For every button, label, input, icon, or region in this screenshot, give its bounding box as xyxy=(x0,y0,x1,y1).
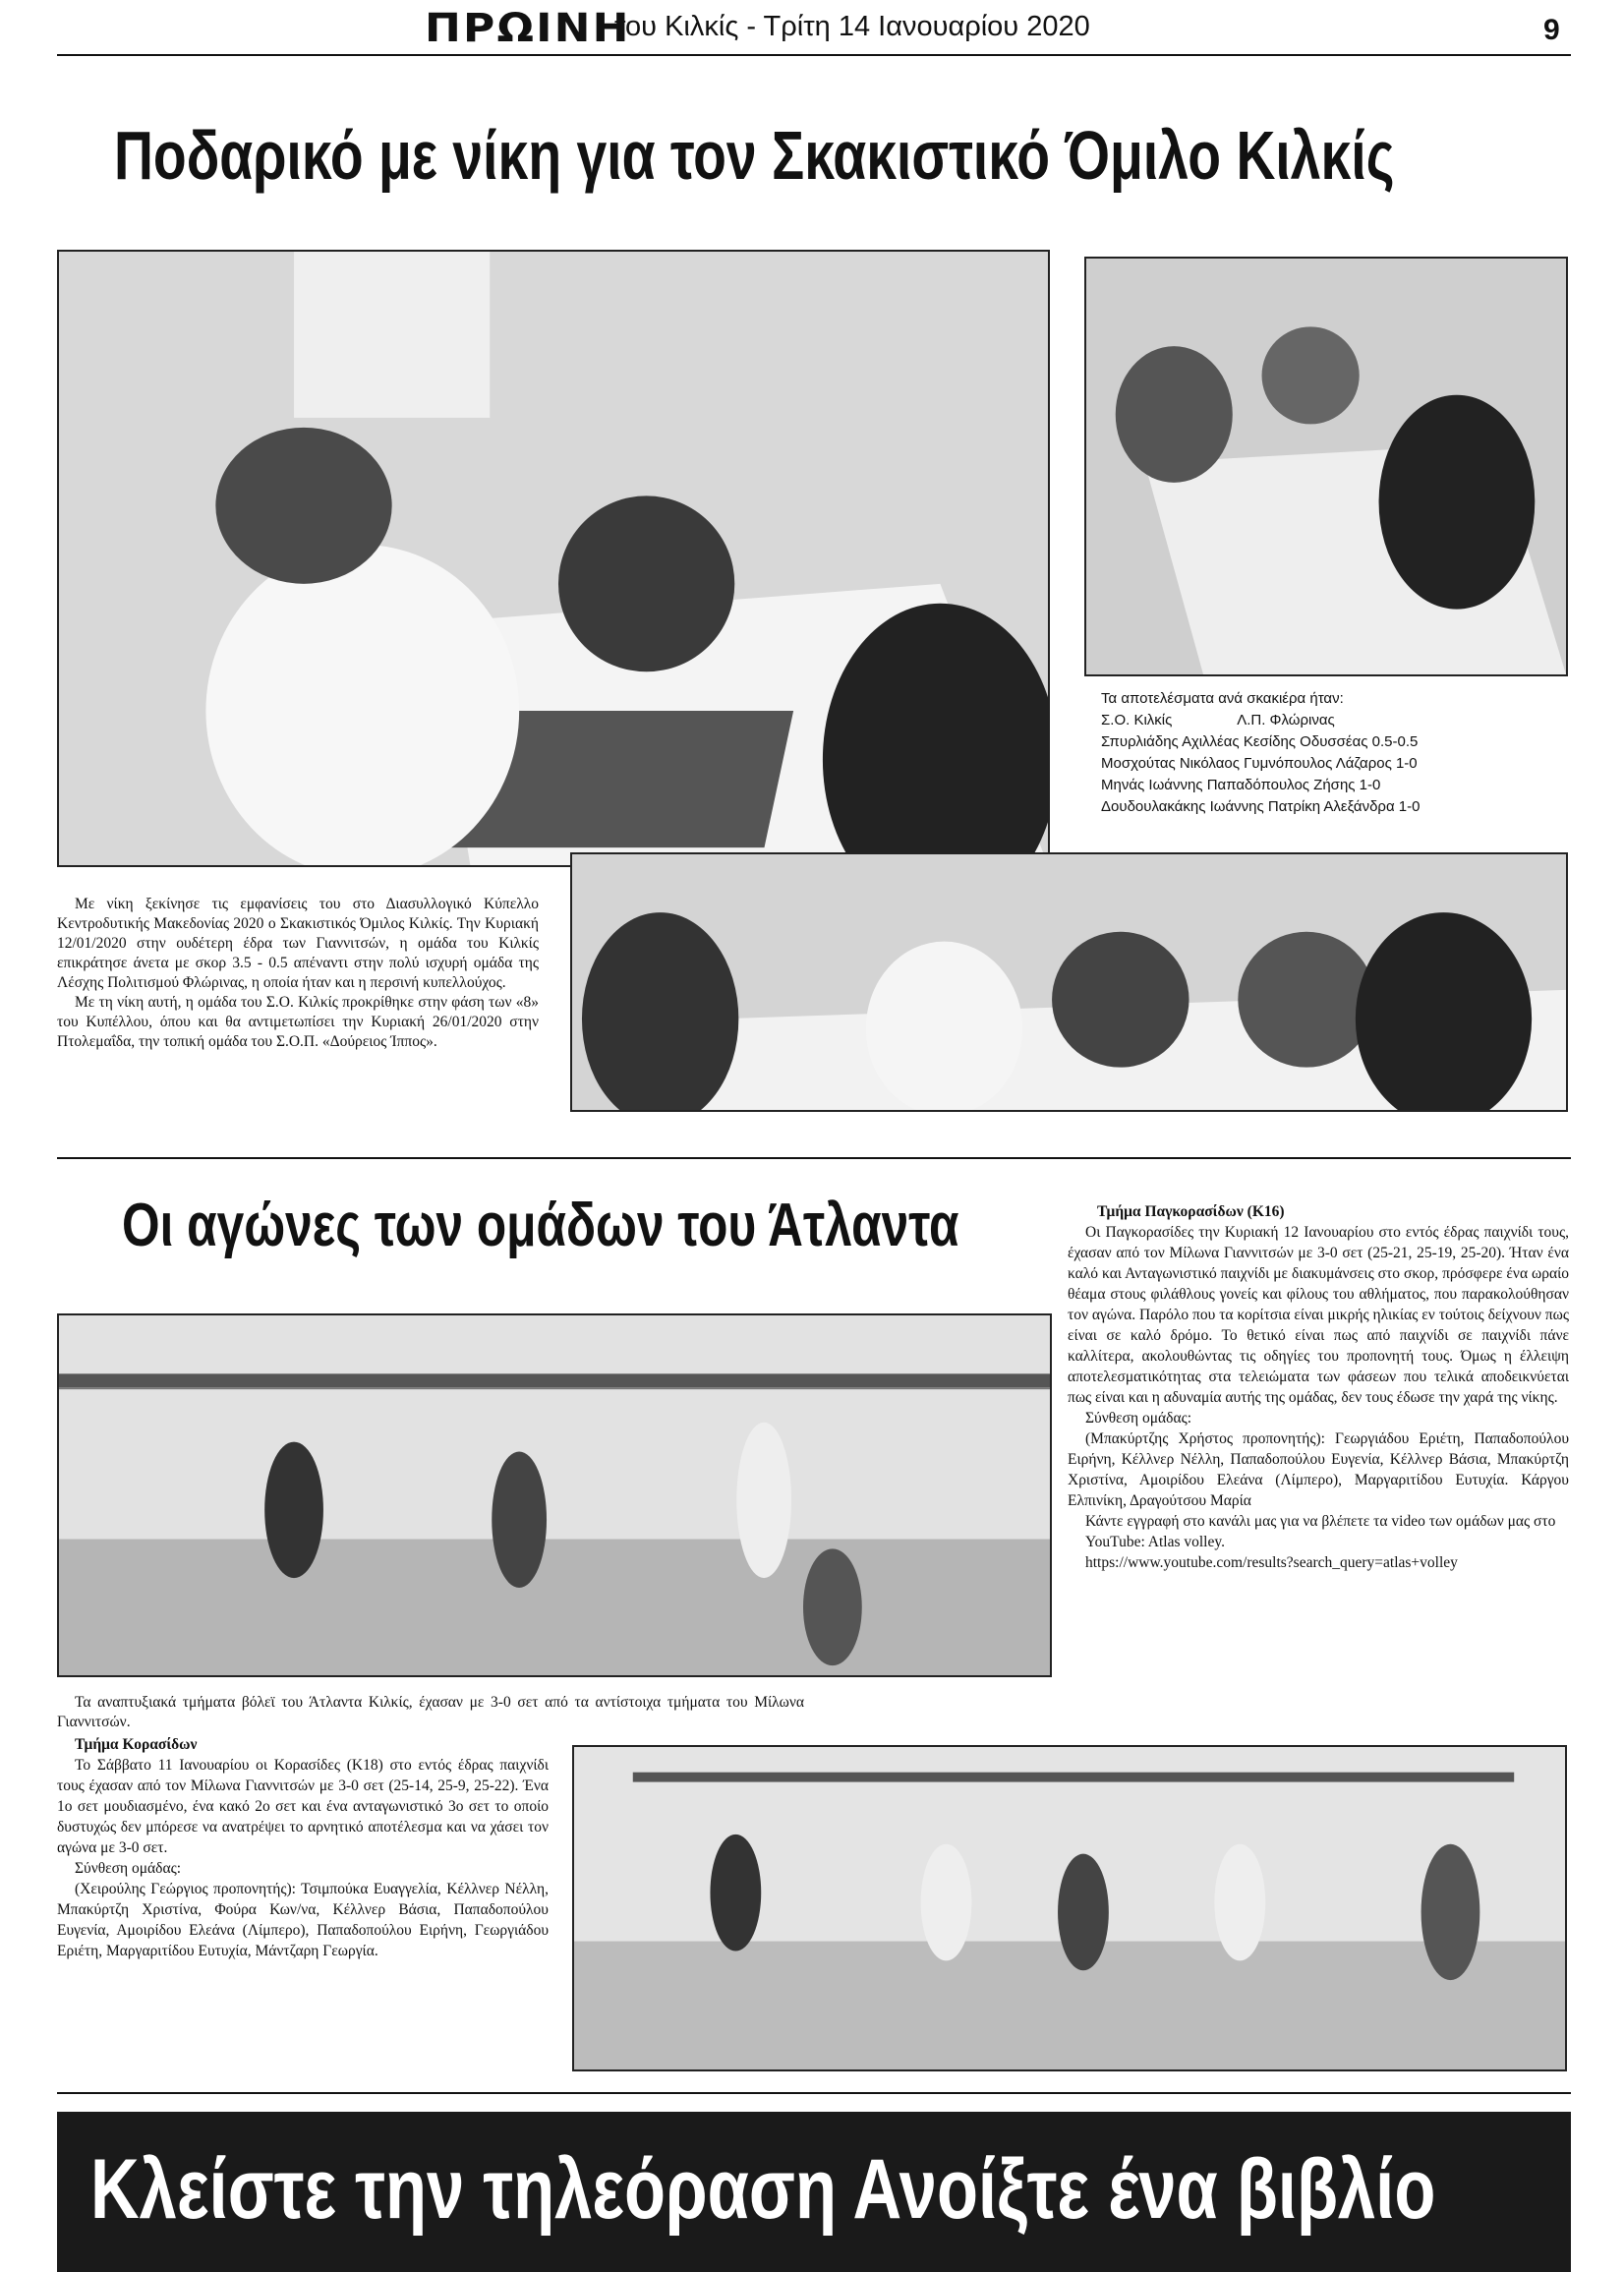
girls-body: Το Σάββατο 11 Ιανουαρίου οι Κορασίδες (Κ18) στο εντός έδρας παιχνίδι τους έχασαν από τον Μίλωνα Γιαννιτσών με 3-0 σετ (25-14, 25-9, 25-22). Ένα 1ο σετ μουδιασμένο, ένα κακό 2ο σετ και ένα ανταγωνιστικό 3ο σετ το οποίο δυστυχώς δεν μπόρεσε να ανατρέψει το αρνητικό αποτέλεσμα και να χάσει τον αγώνα με 3-0 σετ. xyxy=(57,1757,549,1856)
results-line: Δουδουλακάκης Ιωάννης Πατρίκη Αλεξάνδρα 1-0 xyxy=(1101,798,1421,815)
girls-section-title: Τμήμα Κορασίδων xyxy=(75,1736,198,1753)
section-divider xyxy=(57,1157,1571,1159)
section-divider xyxy=(57,2092,1571,2094)
page-number: 9 xyxy=(1543,14,1560,46)
chess-paragraph: Με νίκη ξεκίνησε τις εμφανίσεις του στο Διασυλλογικό Κύπελλο Κεντροδυτικής Μακεδονίας 2020 ο Σκακιστικός Όμιλος Κιλκίς. Την Κυριακή 12/01/2020 στην ουδέτερη έδρα των Γιαννιτσών, η ομάδα του Κιλκίς επικράτησε άνετα με σκορ 3.5 - 0.5 απέναντι στην πολύ ισχυρή ομάδα της Λέσχης Πολιτισμού Φλώρινας, η οποία ήταν και η περσινή κυπελλούχος. xyxy=(57,896,539,991)
youth-section-title: Τμήμα Παγκορασίδων (Κ16) xyxy=(1097,1203,1285,1220)
volley-youth-column xyxy=(1068,1201,1569,1573)
youtube-link[interactable]: https://www.youtube.com/results?search_query=atlas+volley xyxy=(1085,1554,1458,1571)
chess-results xyxy=(1101,688,1573,818)
results-header: Σ.Ο. Κιλκίς Λ.Π. Φλώρινας xyxy=(1101,712,1335,728)
volley-girls-column xyxy=(57,1734,549,1961)
volley-intro xyxy=(57,1693,804,1732)
youth-roster-label: Σύνθεση ομάδας: xyxy=(1085,1410,1192,1427)
youth-roster: (Μπακύρτζης Χρήστος προπονητής): Γεωργιάδου Εριέτη, Παπαδοπούλου Ειρήνη, Κέλλνερ Νέλλη, Παπαδοπούλου Ευγενία, Κέλλνερ Βάσια, Μπακύρτζη Χριστίνα, Αμοιρίδου Ελεάνα (Λίμπερο), Μαργαριτίδου Ευτυχία. Κάργου Ελπινίκη, Δραγούτσου Μαρία xyxy=(1068,1430,1569,1509)
chess-headline: Ποδαρικό με νίκη για τον Σκακιστικό Όμιλο Κιλκίς xyxy=(114,117,1395,194)
subscribe-text: Κάντε εγγραφή στο κανάλι μας για να βλέπετε τα video των ομάδων μας στο xyxy=(1085,1513,1556,1530)
chess-paragraph: Με τη νίκη αυτή, η ομάδα του Σ.Ο. Κιλκίς προκρίθηκε στην φάση των «8» του Κυπέλλου, όπου και θα αντιμετωπίσει την Κυριακή 26/01/2020 στην Πτολεμαΐδα, την τοπική ομάδα του Σ.Ο.Π. «Δούρειος Ίππος». xyxy=(57,994,539,1050)
chess-photo-bottom xyxy=(570,852,1568,1112)
youth-body: Οι Παγκορασίδες την Κυριακή 12 Ιανουαρίου στο εντός έδρας παιχνίδι τους, έχασαν από τον Μίλωνα Γιαννιτσών με 3-0 σετ (25-21, 25-19, 25-20). Ήταν ένα καλό και Ανταγωνιστικό παιχνίδι με διακυμάνσεις στο σκορ, πρόσφερε ένα ωραίο θέαμα στους φιλάθλους γονείς και φίλους του αθλήματος, που παρακολούθησαν τον αγώνα. Παρόλο που τα κορίτσια είναι μικρής ηλικίας εν τούτοις δείχνουν πως είναι σε καλό δρόμο. Το θετικό είναι πως από παιχνίδι σε παιχνίδι πάνε καλλίτερα, ακολουθώντας τις οδηγίες του προπονητή τους. Όμως η έλλειψη αποτελεσματικότητας στα τελειώματα των φάσεων που τελικά αποδεικνύεται πως είναι και η αδυναμία αυτής της ομάδας, δεν τους έδωσε την χαρά της νίκης. xyxy=(1068,1224,1569,1406)
volley-photo-bottom xyxy=(572,1745,1567,2071)
results-line: Μηνάς Ιωάννης Παπαδόπουλος Ζήσης 1-0 xyxy=(1101,777,1381,793)
volley-headline: Οι αγώνες των ομάδων του Άτλαντα xyxy=(122,1192,959,1259)
youtube-channel: YouTube: Atlas volley. xyxy=(1085,1534,1225,1550)
results-line: Σπυρλιάδης Αχιλλέας Κεσίδης Οδυσσέας 0.5-0.5 xyxy=(1101,733,1419,750)
chess-photo-main xyxy=(57,250,1050,867)
volley-photo-top xyxy=(57,1313,1052,1677)
girls-roster: (Χειρούλης Γεώργιος προπονητής): Τσιμπούκα Ευαγγελία, Κέλλνερ Νέλλη, Μπακύρτζη Χριστίνα, Φούρα Κων/να, Κέλλνερ Βάσια, Παπαδοπούλου Ευγενία, Αμοιρίδου Ελεάνα (Λίμπερο), Παπαδοπούλου Ειρήνη, Γεωργιάδου Εριέτη, Μαργαριτίδου Ευτυχία, Μάντζαρη Γεωργία. xyxy=(57,1881,549,1959)
results-title: Τα αποτελέσματα ανά σκακιέρα ήταν: xyxy=(1101,690,1344,707)
banner-slogan: Κλείστε την τηλεόραση Ανοίξτε ένα βιβλίο xyxy=(90,2142,1436,2237)
masthead: ΠΡΩΙΝΗ xyxy=(425,6,631,51)
girls-roster-label: Σύνθεση ομάδας: xyxy=(75,1860,182,1877)
chess-body xyxy=(57,895,539,1052)
chess-photo-top-right xyxy=(1084,257,1568,676)
bottom-banner xyxy=(57,2112,1571,2272)
header-issue-info: του Κιλκίς - Τρίτη 14 Ιανουαρίου 2020 xyxy=(614,11,1090,42)
results-line: Μοσχούτας Νικόλαος Γυμνόπουλος Λάζαρος 1-0 xyxy=(1101,755,1418,772)
volley-intro-text: Τα αναπτυξιακά τμήματα βόλεϊ του Άτλαντα Κιλκίς, έχασαν με 3-0 σετ από τα αντίστοιχα τμήματα του Μίλωνα Γιαννιτσών. xyxy=(57,1694,804,1730)
header-divider xyxy=(57,54,1571,56)
